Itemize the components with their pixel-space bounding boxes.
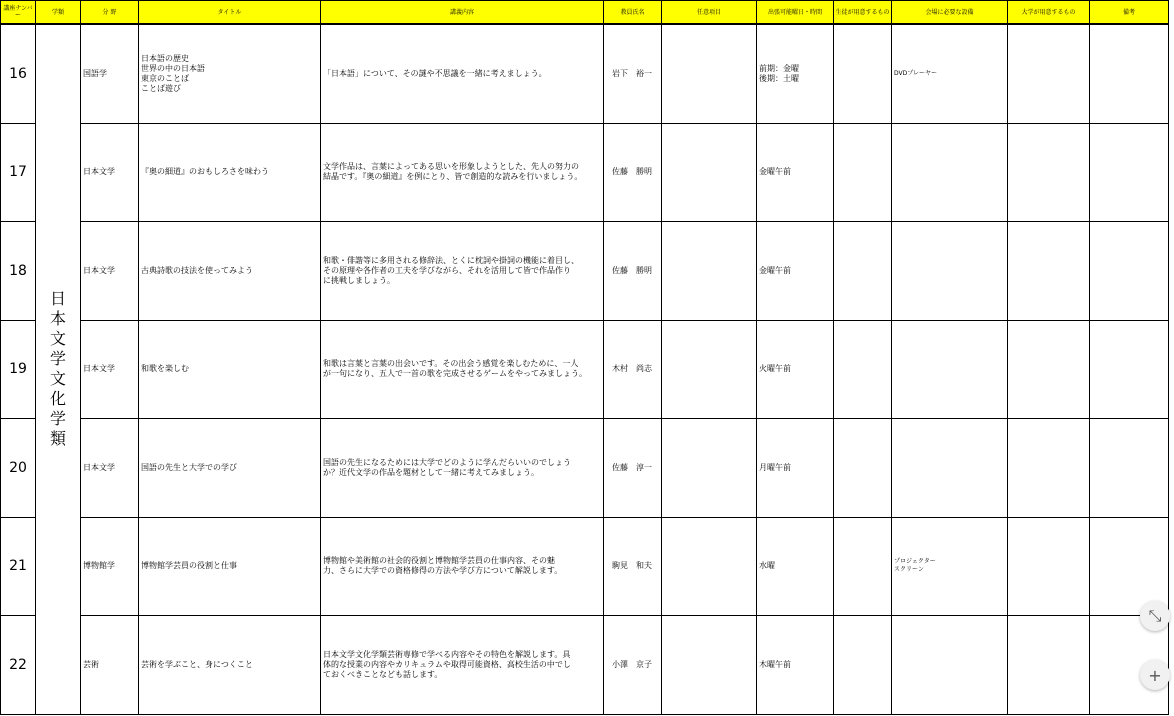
content-cell: [321, 419, 604, 518]
course-number: 17: [1, 123, 36, 222]
text-line: スクリーン: [894, 566, 924, 574]
student-prep-cell: [834, 419, 892, 518]
text-line: 文学作品は、言葉によってある思いを形象しようとした、先人の努力の: [323, 162, 579, 172]
teacher-cell: 駒見 和夫: [604, 517, 662, 616]
header-cell: 講義内容: [321, 1, 604, 25]
text-line: に挑戦しましょう。: [323, 275, 395, 285]
text-line: 金曜午前: [759, 167, 791, 177]
equipment-cell: [892, 616, 1008, 715]
notes-cell: [1090, 222, 1169, 321]
content-cell: [321, 123, 604, 222]
course-number: 20: [1, 419, 36, 518]
table-row: [1, 616, 1169, 715]
content-cell: [321, 222, 604, 321]
days-cell: [757, 616, 834, 715]
add-button[interactable]: [1140, 660, 1170, 690]
notes-cell: [1090, 320, 1169, 419]
text-line: 結晶です。『奥の細道』を例にとり、皆で創造的な読みを行いましょう。: [323, 172, 583, 182]
equipment-cell: [892, 517, 1008, 616]
notes-cell: [1090, 24, 1169, 123]
teacher-cell: 木村 尚志: [604, 320, 662, 419]
field-cell: 日本文学: [81, 222, 139, 321]
optional-cell: [662, 123, 757, 222]
text-line: 古典詩歌の技法を使ってみよう: [141, 265, 253, 275]
title-cell: [139, 123, 321, 222]
optional-cell: [662, 222, 757, 321]
text-line: 和歌・俳諧等に多用される修辞法、とくに枕詞や掛詞の機能に着目し、: [323, 255, 579, 265]
table-row: [1, 123, 1169, 222]
course-number: 16: [1, 24, 36, 123]
content-cell: [321, 616, 604, 715]
collapse-icon: ⤡: [1148, 606, 1162, 625]
course-number: 22: [1, 616, 36, 715]
student-prep-cell: [834, 320, 892, 419]
optional-cell: [662, 419, 757, 518]
text-line: その原理や各作者の工夫を学びながら、それを活用して皆で作品作り: [323, 265, 571, 275]
student-prep-cell: [834, 616, 892, 715]
text-line: 『奥の細道』のおもしろさを味わう: [141, 167, 269, 177]
text-line: が一句になり、五人で一首の歌を完成させるゲームをやってみましょう。: [323, 369, 587, 379]
field-cell: 日本文学: [81, 320, 139, 419]
teacher-cell: 岩下 裕一: [604, 24, 662, 123]
equipment-cell: [892, 419, 1008, 518]
text-line: か？近代文学の作品を題材として一緒に考えてみましょう。: [323, 467, 539, 477]
university-prep-cell: [1008, 320, 1090, 419]
days-cell: [757, 517, 834, 616]
header-cell: 大学が用意するもの: [1008, 1, 1090, 25]
title-cell: [139, 222, 321, 321]
text-line: 東京のことば: [141, 73, 189, 83]
field-cell: 日本文学: [81, 123, 139, 222]
header-cell: 会場に必要な設備: [892, 1, 1008, 25]
text-line: 体的な授業の内容やカリキュラムや取得可能資格、高校生活の中でし: [323, 659, 571, 669]
field-cell: 国語学: [81, 24, 139, 123]
text-line: 日本語の歴史: [141, 53, 189, 63]
text-line: DVDプレーヤー: [894, 69, 937, 77]
notes-cell: [1090, 419, 1169, 518]
teacher-cell: 佐藤 淳一: [604, 419, 662, 518]
equipment-cell: [892, 320, 1008, 419]
course-number: 18: [1, 222, 36, 321]
university-prep-cell: [1008, 222, 1090, 321]
text-line: 月曜午前: [759, 462, 791, 472]
equipment-cell: [892, 123, 1008, 222]
teacher-cell: 小澤 京子: [604, 616, 662, 715]
student-prep-cell: [834, 123, 892, 222]
table-row: [1, 419, 1169, 518]
optional-cell: [662, 517, 757, 616]
header-cell: 任意項目: [662, 1, 757, 25]
category-cell: [36, 24, 81, 714]
text-line: プロジェクター: [894, 558, 936, 566]
header-cell: 学類: [36, 1, 81, 25]
days-cell: [757, 222, 834, 321]
days-cell: [757, 320, 834, 419]
days-cell: [757, 24, 834, 123]
optional-cell: [662, 24, 757, 123]
text-line: ておくべきことなども話します。: [323, 669, 443, 679]
equipment-cell: [892, 222, 1008, 321]
category-label: 日本文学文化学類: [49, 289, 66, 449]
table-row: [1, 320, 1169, 419]
text-line: 和歌を楽しむ: [141, 364, 189, 374]
university-prep-cell: [1008, 123, 1090, 222]
plus-icon: +: [1148, 665, 1162, 685]
days-cell: [757, 419, 834, 518]
student-prep-cell: [834, 24, 892, 123]
title-cell: [139, 419, 321, 518]
student-prep-cell: [834, 517, 892, 616]
header-cell: タイトル: [139, 1, 321, 25]
header-cell: 教員氏名: [604, 1, 662, 25]
header-cell: 出張可能曜日・時間: [757, 1, 834, 25]
optional-cell: [662, 320, 757, 419]
collapse-button[interactable]: [1140, 601, 1170, 631]
university-prep-cell: [1008, 419, 1090, 518]
text-line: 世界の中の日本語: [141, 63, 205, 73]
text-line: 博物館や美術館の社会的役割と博物館学芸員の仕事内容、その魅: [323, 556, 555, 566]
text-line: 力、さらに大学での資格修得の方法や学び方について解説します。: [323, 566, 563, 576]
course-number: 21: [1, 517, 36, 616]
content-cell: [321, 320, 604, 419]
text-line: 水曜: [759, 561, 775, 571]
table-row: [1, 517, 1169, 616]
field-cell: 芸術: [81, 616, 139, 715]
university-prep-cell: [1008, 517, 1090, 616]
header-row: [1, 1, 1169, 25]
table-row: [1, 24, 1169, 123]
text-line: 前期：金曜: [759, 63, 799, 73]
header-cell: 講座ナンバー: [1, 1, 36, 25]
text-line: 木曜午前: [759, 659, 791, 669]
field-cell: 日本文学: [81, 419, 139, 518]
table-row: [1, 222, 1169, 321]
university-prep-cell: [1008, 24, 1090, 123]
text-line: 和歌は言葉と言葉の出会いです。その出会う感覚を楽しむために、一人: [323, 359, 579, 369]
header-cell: 分 野: [81, 1, 139, 25]
title-cell: [139, 320, 321, 419]
notes-cell: [1090, 123, 1169, 222]
text-line: 国語の先生になるためには大学でどのように学んだらいいのでしょう: [323, 457, 571, 467]
optional-cell: [662, 616, 757, 715]
course-number: 19: [1, 320, 36, 419]
field-cell: 博物館学: [81, 517, 139, 616]
title-cell: [139, 24, 321, 123]
teacher-cell: 佐藤 勝明: [604, 123, 662, 222]
content-cell: [321, 24, 604, 123]
text-line: 日本文学文化学類芸術専修で学べる内容やその特色を解説します。具: [323, 649, 571, 659]
text-line: 金曜午前: [759, 265, 791, 275]
university-prep-cell: [1008, 616, 1090, 715]
teacher-cell: 佐藤 勝明: [604, 222, 662, 321]
student-prep-cell: [834, 222, 892, 321]
header-cell: 生徒が用意するもの: [834, 1, 892, 25]
text-line: 芸術を学ぶこと、身につくこと: [141, 659, 253, 669]
text-line: 「日本語」について、その謎や不思議を一緒に考えましょう。: [323, 68, 547, 78]
header-cell: 備考: [1090, 1, 1169, 25]
content-cell: [321, 517, 604, 616]
title-cell: [139, 517, 321, 616]
title-cell: [139, 616, 321, 715]
text-line: 火曜午前: [759, 364, 791, 374]
text-line: 国語の先生と大学での学び: [141, 462, 237, 472]
text-line: 後期：土曜: [759, 73, 799, 83]
text-line: 博物館学芸員の役割と仕事: [141, 561, 237, 571]
equipment-cell: [892, 24, 1008, 123]
days-cell: [757, 123, 834, 222]
text-line: ことば遊び: [141, 83, 181, 93]
